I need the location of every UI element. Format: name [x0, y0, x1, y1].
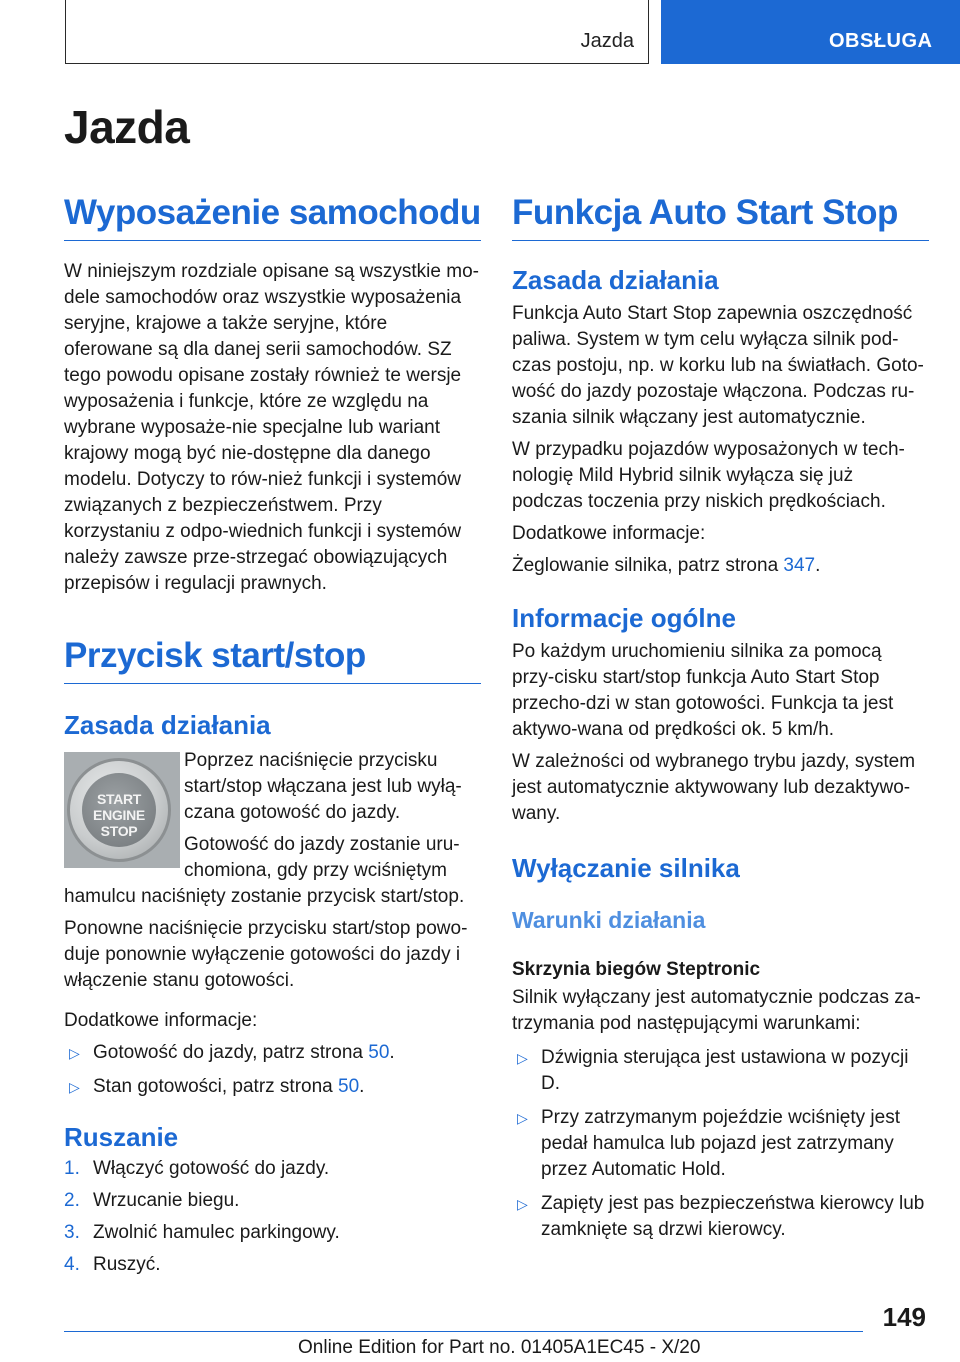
- section-title-auto-start-stop: Funkcja Auto Start Stop: [512, 190, 929, 241]
- button-face: [82, 773, 156, 847]
- subsection-title-general-info: Informacje ogólne: [512, 603, 736, 633]
- start-stop-paragraph-1: Poprzez naciśnięcie przycisku start/stop włączana jest lub wyłą-czana gotowość do jazdy.: [184, 750, 462, 823]
- page-number: 149: [882, 1302, 926, 1332]
- subsection-title-principle-auto: Zasada działania: [512, 265, 719, 295]
- general-paragraph-1: Po każdym uruchomieniu silnika za pomocą przy-cisku start/stop funkcja Auto Start Stop przecho-dzi w stan gotowości. Funkcja ta jest aktywo-wana od prędkości ok. 5 km/h.: [512, 641, 894, 740]
- button-label-line-1: START: [96, 791, 142, 807]
- subsection-title-engine-shutdown: Wyłączanie silnika: [512, 853, 740, 883]
- start-engine-stop-button-image: [64, 752, 180, 868]
- list-item: [64, 1156, 481, 1182]
- subsection-title-steptronic: Skrzynia biegów Steptronic: [512, 959, 761, 980]
- left-column: [64, 190, 481, 1278]
- step-number: 3.: [64, 1222, 80, 1243]
- reference-text: Żeglowanie silnika, patrz strona: [512, 555, 784, 576]
- button-label-line-2: ENGINE: [93, 807, 145, 823]
- list-item: [64, 1188, 481, 1214]
- auto-paragraph-1: Funkcja Auto Start Stop zapewnia oszczędność paliwa. System w tym celu wyłącza silnik pod-czas postoju, np. w korku lub na światłach. Goto-wość do jazdy pozostaje włączona. Podczas ru-szania silnik włączany jest automatycznie.: [512, 303, 924, 428]
- triangle-bullet-icon: ▷: [517, 1050, 528, 1066]
- header-tab-label: OBSŁUGA: [829, 30, 933, 52]
- additional-info-label: Dodatkowe informacje:: [64, 1010, 258, 1031]
- section-title-start-stop-button: Przycisk start/stop: [64, 633, 481, 684]
- section-title-equipment: Wyposażenie samochodu: [64, 190, 481, 241]
- button-face-label: [82, 791, 156, 839]
- auto-paragraph-reference: Żeglowanie silnika, patrz strona 347.: [512, 555, 821, 576]
- header-section-box: [65, 0, 649, 64]
- conditions-paragraph: Silnik wyłączany jest automatycznie podczas za-trzymania pod następującymi warunkami:: [512, 987, 921, 1034]
- right-column: [512, 190, 929, 1243]
- footer-divider: [64, 1331, 863, 1332]
- auto-paragraph-2: W przypadku pojazdów wyposażonych w tech-nologię Mild Hybrid silnik wyłącza się już podczas toczenia przy niskich prędkościach.: [512, 439, 905, 512]
- triangle-bullet-icon: ▷: [69, 1079, 80, 1095]
- subsection-title-conditions: Warunki działania: [512, 907, 706, 933]
- step-text: Wrzucanie biegu.: [93, 1190, 240, 1211]
- triangle-bullet-icon: ▷: [69, 1045, 80, 1061]
- start-stop-block: [64, 748, 481, 910]
- page-link[interactable]: 347: [783, 555, 816, 576]
- list-item: [64, 1252, 481, 1278]
- subsection-title-driving-off: Ruszanie: [64, 1122, 179, 1152]
- triangle-bullet-icon: ▷: [517, 1196, 528, 1212]
- list-item-text: Zapięty jest pas bezpieczeństwa kierowcy lub zamknięte są drzwi kierowcy.: [541, 1193, 925, 1240]
- start-stop-reference-list: [64, 1040, 481, 1100]
- auto-additional-info-label: Dodatkowe informacje:: [512, 523, 706, 544]
- conditions-list: [512, 1045, 929, 1243]
- page-link[interactable]: 50: [368, 1042, 390, 1063]
- step-text: Ruszyć.: [93, 1254, 161, 1275]
- step-number: 4.: [64, 1254, 80, 1275]
- list-item-text: Dźwignia sterująca jest ustawiona w pozycji D.: [541, 1047, 909, 1094]
- page-link[interactable]: 50: [338, 1076, 360, 1097]
- footer-edition: Online Edition for Part no. 01405A1EC45 - X/20: [298, 1337, 701, 1358]
- list-item: [64, 1220, 481, 1246]
- equipment-paragraph: W niniejszym rozdziale opisane są wszystkie mo-dele samochodów oraz wszystkie wyposażenia seryjne, krajowe a także seryjne, które oferowane są dla danej serii samochodów. SZ tego powodu opisane zostały również te wersje wyposażenia i funkcje, które ze względu na wybrane wyposaże-nie specjalne lub wariant krajowy mogą być nie-dostępne dla danego modelu. Dotyczy to rów-nież funkcji i systemów związanych z bezpieczeństwem. Przy korzystaniu z odpo-wiednich funkcji i systemów należy zawsze prze-strzegać obowiązujących przepisów i regulacji prawnych.: [64, 261, 479, 594]
- general-paragraph-2: W zależności od wybranego trybu jazdy, system jest automatycznie aktywowany lub dezaktywo-wany.: [512, 751, 916, 824]
- page-title: Jazda: [64, 101, 190, 153]
- step-number: 1.: [64, 1158, 80, 1179]
- list-item-text: Przy zatrzymanym pojeździe wciśnięty jest pedał hamulca lub pojazd jest zatrzymany przez Automatic Hold.: [541, 1107, 900, 1180]
- header-tab: [661, 0, 960, 64]
- driving-off-steps: [64, 1156, 481, 1278]
- list-item: [512, 1045, 929, 1097]
- list-item-text: Gotowość do jazdy, patrz strona: [93, 1042, 369, 1063]
- step-text: Włączyć gotowość do jazdy.: [93, 1158, 330, 1179]
- header-section-label: Jazda: [580, 30, 634, 52]
- list-item: [512, 1105, 929, 1183]
- step-number: 2.: [64, 1190, 80, 1211]
- step-text: Zwolnić hamulec parkingowy.: [93, 1222, 340, 1243]
- list-item-text: Stan gotowości, patrz strona: [93, 1076, 339, 1097]
- subsection-title-principle: Zasada działania: [64, 710, 271, 740]
- list-item: [512, 1191, 929, 1243]
- list-item: ▷ Gotowość do jazdy, patrz strona 50.: [64, 1040, 481, 1066]
- button-ring: [67, 758, 171, 862]
- triangle-bullet-icon: ▷: [517, 1110, 528, 1126]
- button-label-line-3: STOP: [100, 823, 138, 839]
- list-item: ▷ Stan gotowości, patrz strona 50.: [64, 1074, 481, 1100]
- start-stop-paragraph-2: Gotowość do jazdy zostanie uru-chomiona, gdy przy wciśniętym hamulcu naciśnięty zostanie przycisk start/stop.: [64, 834, 465, 907]
- start-stop-paragraph-3: Ponowne naciśnięcie przycisku start/stop powo-duje ponownie wyłączenie gotowości do jazdy i włączenie stanu gotowości.: [64, 918, 468, 991]
